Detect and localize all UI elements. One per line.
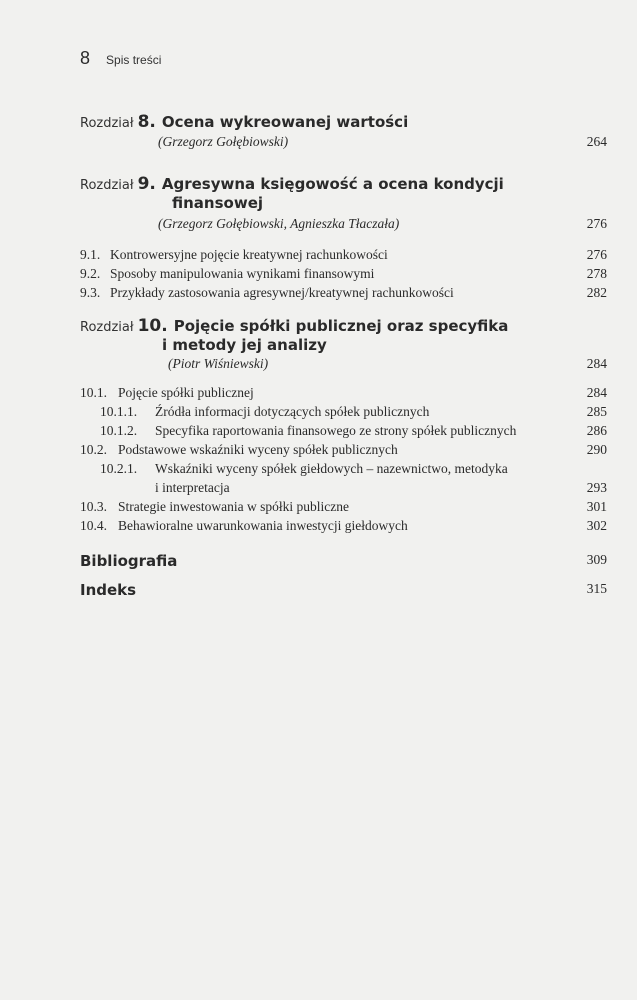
page-ref: 264 — [586, 134, 607, 149]
section-title: Wskaźniki wyceny spółek giełdowych – nazewnictwo, metodyka — [155, 461, 508, 476]
backmatter-title: Indeks — [80, 581, 137, 599]
page-ref: 293 — [586, 480, 607, 495]
chapter-number: 8. — [137, 112, 156, 132]
chapter-author: (Grzegorz Gołębiowski, Agnieszka Tłaczała) — [158, 216, 400, 231]
running-header — [80, 48, 161, 69]
chapter-label: Rozdział — [80, 178, 134, 193]
section-number: 10.3. — [80, 499, 107, 514]
section-number: 10.1.1. — [100, 404, 138, 419]
chapter-number: 9. — [137, 174, 156, 194]
section-title: Kontrowersyjne pojęcie kreatywnej rachunkowości — [110, 247, 388, 262]
chapter-8-heading — [80, 112, 607, 132]
section-title: Pojęcie spółki publicznej — [118, 385, 254, 400]
page-ref: 286 — [586, 423, 607, 438]
chapter-label: Rozdział — [80, 116, 134, 131]
section-number: 9.3. — [80, 285, 101, 300]
section-title-cont: i interpretacja — [155, 480, 230, 495]
section-number: 10.4. — [80, 518, 107, 533]
chapter-author: (Grzegorz Gołębiowski) — [158, 134, 289, 149]
page-ref: 315 — [586, 581, 607, 596]
chapter-title-cont: finansowej — [172, 194, 264, 212]
section-title: Behawioralne uwarunkowania inwestycji giełdowych — [118, 518, 408, 533]
page-ref: 309 — [586, 552, 607, 567]
page-ref: 278 — [586, 266, 607, 281]
section-title: Sposoby manipulowania wynikami finansowymi — [110, 266, 375, 281]
chapter-label: Rozdział — [80, 320, 134, 335]
section-number: 10.1.2. — [100, 423, 138, 438]
page-ref: 282 — [586, 285, 607, 300]
section-number: 10.2. — [80, 442, 107, 457]
chapter-number: 10. — [137, 316, 168, 336]
backmatter-title: Bibliografia — [80, 552, 178, 570]
page-ref: 276 — [586, 216, 607, 231]
page-ref: 276 — [586, 247, 607, 262]
chapter-author: (Piotr Wiśniewski) — [168, 356, 269, 371]
section-title: Przykłady zastosowania agresywnej/kreatywnej rachunkowości — [110, 285, 454, 300]
page-ref: 302 — [586, 518, 607, 533]
section-number: 9.1. — [80, 247, 101, 262]
section-number: 9.2. — [80, 266, 101, 281]
page-number: 8 — [80, 48, 91, 68]
page-ref: 301 — [586, 499, 607, 514]
page-ref: 284 — [586, 385, 607, 400]
section-number: 10.1. — [80, 385, 107, 400]
page-ref: 285 — [586, 404, 607, 419]
chapter-title: Agresywna księgowość a ocena kondycji — [161, 175, 504, 193]
page-ref: 284 — [586, 356, 607, 371]
section-title: Specyfika raportowania finansowego ze strony spółek publicznych — [155, 423, 517, 438]
section-title: Źródła informacji dotyczących spółek publicznych — [155, 404, 430, 419]
section-title: Podstawowe wskaźniki wyceny spółek publicznych — [118, 442, 398, 457]
running-title: Spis treści — [106, 53, 162, 67]
section-number: 10.2.1. — [100, 461, 138, 476]
section-title: Strategie inwestowania w spółki publiczne — [118, 499, 349, 514]
chapter-10-heading — [80, 316, 607, 336]
chapter-title-cont: i metody jej analizy — [162, 336, 327, 354]
chapter-title: Ocena wykreowanej wartości — [161, 113, 409, 131]
chapter-9-heading — [80, 174, 607, 194]
chapter-title: Pojęcie spółki publicznej oraz specyfika — [173, 317, 509, 335]
page-ref: 290 — [586, 442, 607, 457]
